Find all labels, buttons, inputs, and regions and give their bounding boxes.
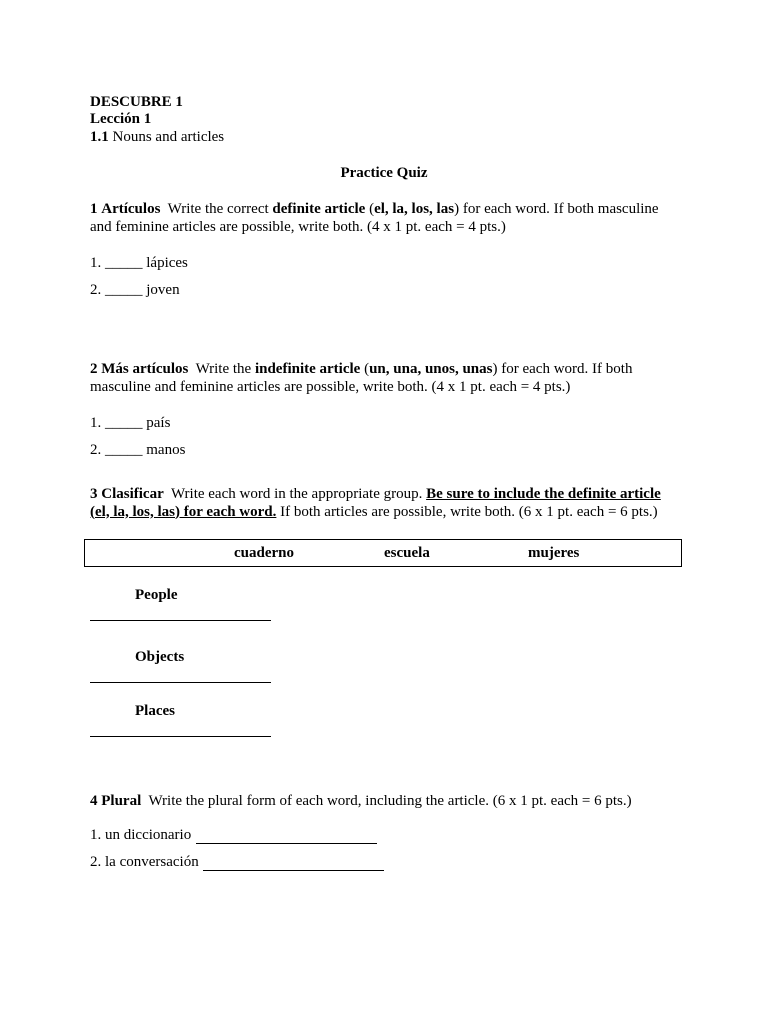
group-places-text: Places (135, 703, 175, 719)
word-bank-box (84, 539, 682, 567)
section4-number: 4 (90, 793, 98, 809)
group-people-text: People (135, 587, 178, 603)
quiz-title-text: Practice Quiz (340, 165, 428, 181)
answer-line-places[interactable] (90, 720, 271, 737)
lesson-title (90, 111, 151, 129)
quiz-title (0, 165, 768, 183)
section2-number: 2 (90, 361, 98, 377)
section2-emphasis: indefinite article (254, 361, 361, 377)
section1-emphasis: definite article (272, 201, 366, 217)
lesson-name: Lección 1 (90, 111, 152, 127)
section1-intro: Write the correct (167, 201, 269, 217)
section2-item: 1. _____ país (90, 415, 171, 431)
section3-instructions (90, 486, 690, 521)
answer-line-plural-2[interactable] (203, 854, 384, 871)
section2-paren: ( (364, 361, 370, 377)
section1-rest: ) for each word. If both masculine (454, 201, 659, 217)
section1-item: 2. _____ joven (90, 282, 180, 298)
section1-instructions (90, 201, 680, 236)
section1-item: 1. _____ lápices (90, 255, 188, 271)
section4-instructions (90, 793, 632, 811)
section3-title: Clasificar (101, 486, 164, 502)
section4-item (90, 827, 191, 845)
section1-number: 1 (90, 201, 98, 217)
group-label-objects (135, 649, 184, 667)
section3-emphasis-1: Be sure to include the definite article (426, 486, 661, 502)
section-heading (90, 129, 224, 147)
answer-line-objects[interactable] (90, 666, 271, 683)
section1-articles: el, la, los, las (374, 201, 455, 217)
section2-rest: ) for each word. If both (492, 361, 633, 377)
section3-number: 3 (90, 486, 98, 502)
section2-item: 2. _____ manos (90, 442, 186, 458)
course-name: DESCUBRE 1 (90, 94, 183, 110)
word-bank-word: cuaderno (234, 545, 294, 561)
section1-title: Artículos (101, 201, 161, 217)
word-bank-word: escuela (384, 545, 430, 561)
section1-paren: ( (369, 201, 375, 217)
course-title (90, 94, 183, 112)
section4-item (90, 854, 199, 872)
section4-item-text: 2. la conversación (90, 854, 199, 870)
word-bank-word: mujeres (528, 545, 580, 561)
section3-emphasis-2: (el, la, los, las) for each word. (90, 503, 277, 520)
section2-articles: un, una, unos, unas (369, 361, 493, 377)
section4-item-text: 1. un diccionario (90, 827, 192, 843)
group-label-places (135, 703, 175, 721)
group-label-people (135, 587, 178, 605)
section4-intro: Write the plural form of each word, including the article. (6 x 1 pt. each = 6 pts.) (148, 793, 632, 809)
section2-title: Más artículos (101, 361, 189, 377)
section4-title: Plural (101, 793, 142, 809)
section2-intro: Write the (195, 361, 252, 377)
section3-rest: If both articles are possible, write both. (6 x 1 pt. each = 6 pts.) (280, 503, 658, 520)
group-objects-text: Objects (135, 649, 185, 665)
answer-line-plural-1[interactable] (196, 827, 377, 844)
section2-line2: masculine and feminine articles are possible, write both. (4 x 1 pt. each = 4 pts.) (90, 378, 571, 395)
section3-intro: Write each word in the appropriate group. (170, 486, 423, 502)
section-title: Nouns and articles (112, 129, 225, 145)
section1-line2: and feminine articles are possible, write both. (4 x 1 pt. each = 4 pts.) (90, 218, 506, 235)
section2-instructions (90, 361, 680, 396)
section-number: 1.1 (90, 129, 109, 145)
answer-line-people[interactable] (90, 604, 271, 621)
